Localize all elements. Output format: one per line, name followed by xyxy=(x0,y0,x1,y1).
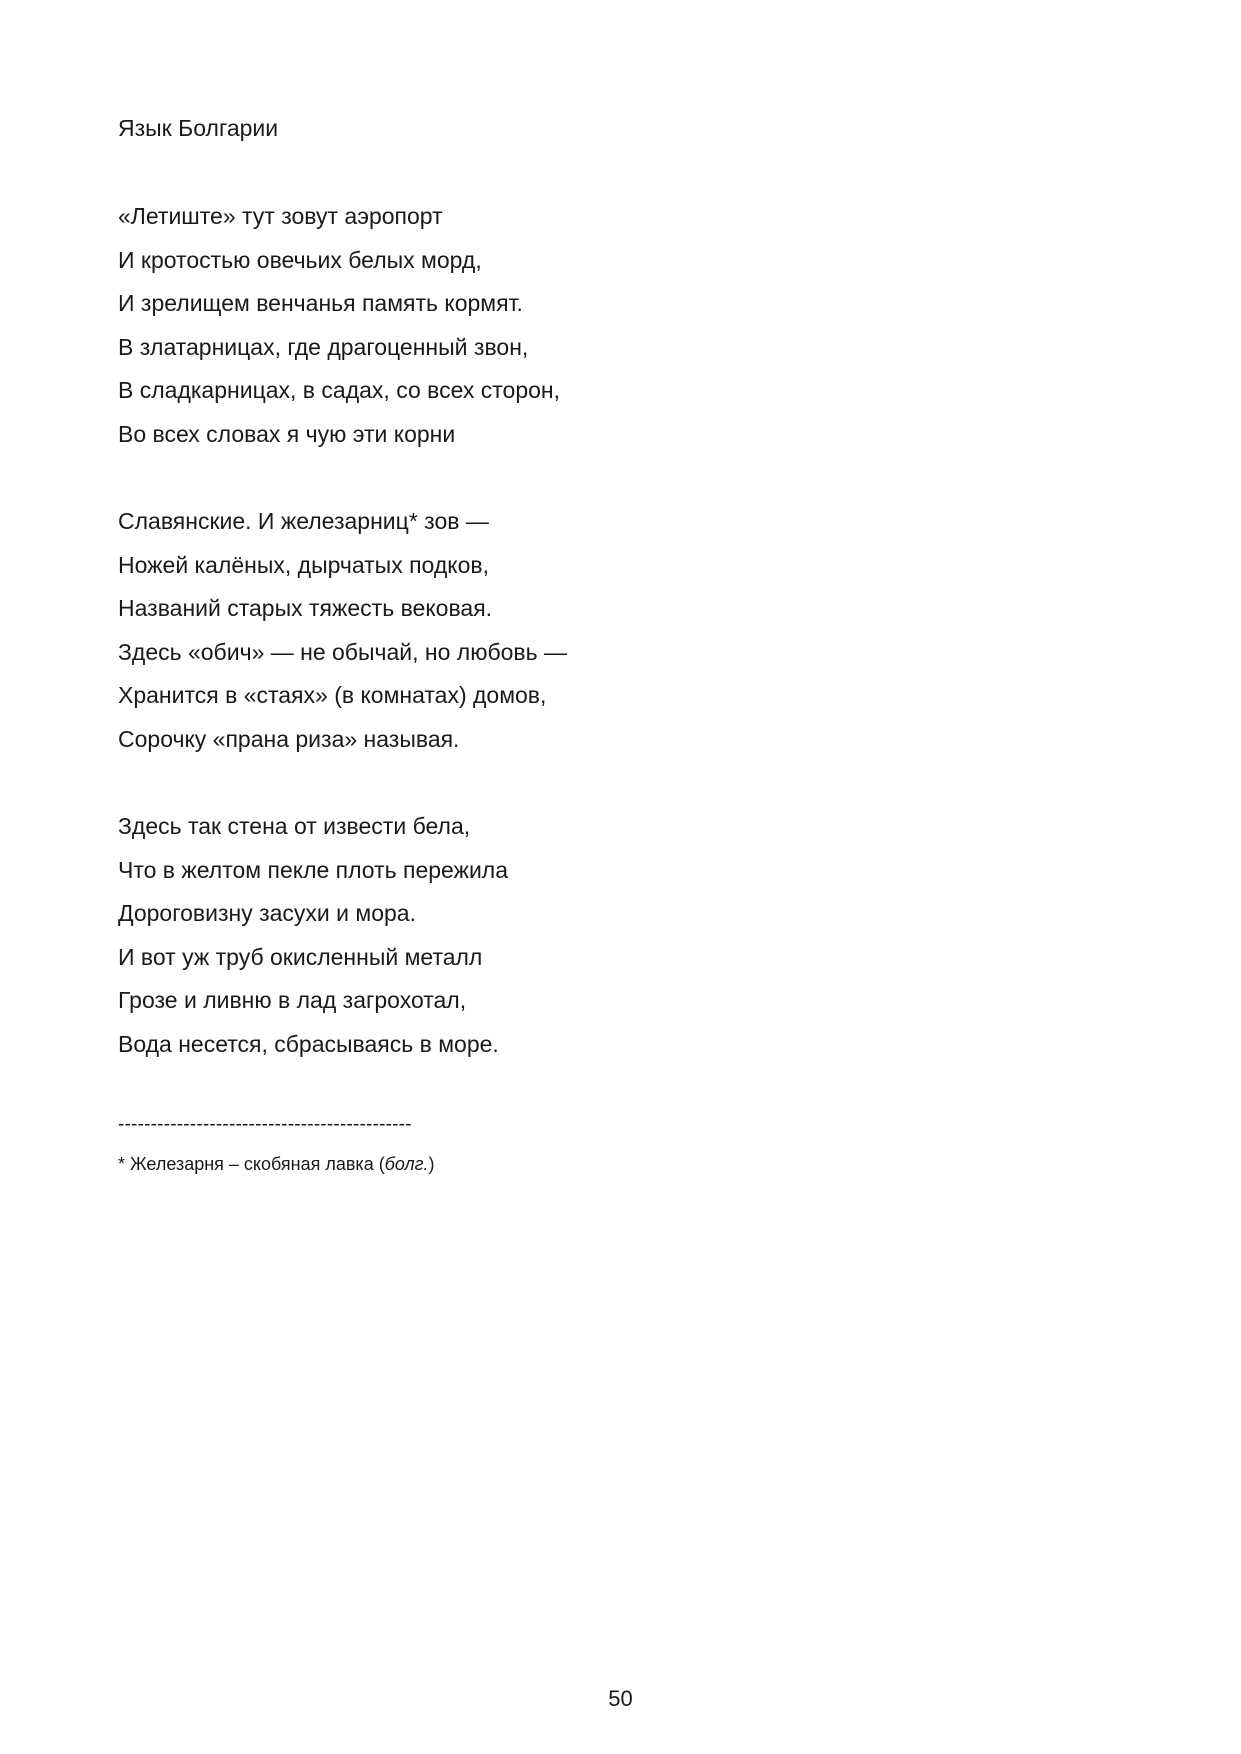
footnote xyxy=(118,1150,1118,1178)
poem-line: Здесь так стена от извести бела, xyxy=(118,813,471,839)
stanza-3 xyxy=(118,805,1118,1066)
poem-line: Во всех словах я чую эти корни xyxy=(118,420,456,447)
stanza-1 xyxy=(118,195,1118,456)
poem-line: Грозе и ливню в лад загрохотал, xyxy=(118,987,467,1013)
footnote-separator: --------------------------------------------- xyxy=(118,1114,412,1135)
footnote-close: ) xyxy=(428,1154,435,1174)
poem-line: Дороговизну засухи и мора. xyxy=(118,900,416,926)
poem-line: Сорочку «прана риза» называя. xyxy=(118,725,460,752)
poem-line: Вода несется, сбрасываясь в море. xyxy=(118,1030,499,1057)
poem-line: Названий старых тяжесть вековая. xyxy=(118,595,493,621)
poem-line: В златарницах, где драгоценный звон, xyxy=(118,333,529,360)
footnote-abbreviation: болг. xyxy=(384,1154,429,1174)
stanza-2 xyxy=(118,500,1118,761)
poem-line: Ножей калёных, дырчатых подков, xyxy=(118,551,489,578)
poem-line: И вот уж труб окисленный металл xyxy=(118,943,483,970)
poem-line: В сладкарницах, в садах, со всех сторон, xyxy=(118,377,561,403)
poem-line: «Летиште» тут зовут аэропорт xyxy=(118,203,443,229)
poem-line: Здесь «обич» — не обычай, но любовь — xyxy=(118,638,568,665)
poem-line: И зрелищем венчанья память кормят. xyxy=(118,290,523,316)
poem-line: Хранится в «стаях» (в комнатах) домов, xyxy=(118,682,547,708)
footnote-text: * Железарня – скобяная лавка ( xyxy=(118,1154,385,1174)
poem-line: Что в желтом пекле плоть пережила xyxy=(118,856,509,883)
page-number: 50 xyxy=(608,1686,633,1711)
poem-line: И кротостью овечьих белых морд, xyxy=(118,246,482,273)
poem-title: Язык Болгарии xyxy=(118,115,279,141)
document-page xyxy=(118,111,1118,1178)
poem-line: Славянские. И железарниц* зов — xyxy=(118,508,489,534)
